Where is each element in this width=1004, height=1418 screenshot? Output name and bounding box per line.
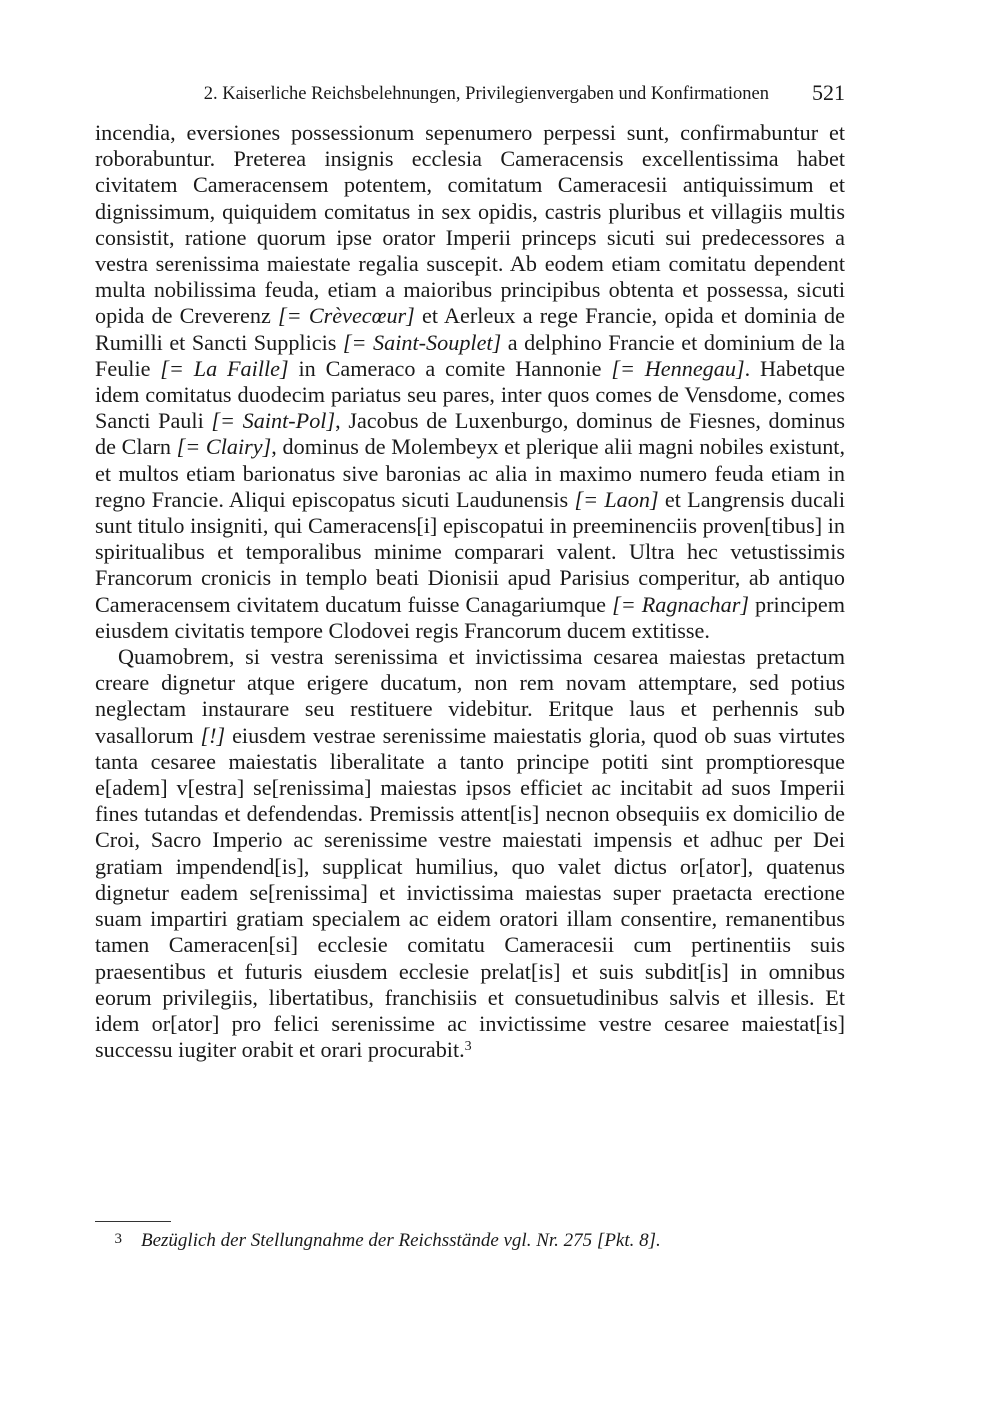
editorial-note: [= Ragnachar] (612, 591, 749, 617)
running-title: 2. Kaiserliche Reichsbelehnungen, Privilegienvergaben und Konfirmationen (203, 84, 769, 104)
text-run: eiusdem vestrae serenissime maiestatis gloria, quod ob suas virtutes tanta cesaree maiestatis liberalitate a tanto principe potiti sint promptioresque e[adem] v[estra] se[renissima] maiestas ipsos efficiet ac incitabit ad suos Imperii fines tutandas et defendendas. Premissis attent[is] necnon obsequiis ex domicilio de Croi, Sacro Imperio ac serenissime vestre maiestati impensis et adhuc per Dei gratiam impendend[is], supplicat humilius, quo valet dictus or[ator], quatenus dignetur eadem se[renissima] et invictissima maiestas super praetacta erectione suam impartiri gratiam specialem ac eidem oratori illam consentire, remanentibus tamen Cameracen[si] ecclesie comitatu Cameracesii cum pertinentiis suis praesentibus et futuris eiusdem ecclesie prelat[is] et suis subdit[is] in omnibus eorum privilegiis, libertatibus, franchisiis et consuetudinibus salvis et illesis. Et idem or[ator] pro felici serenissime ac invictissime vestre cesaree maiestat[is] successu iugiter orabit et orari procurabit. (95, 722, 845, 1063)
text-run: in Cameraco a comite Hannonie (288, 355, 612, 381)
editorial-note: [= La Faille] (160, 355, 289, 381)
footnote-number: 3 (114, 1231, 122, 1247)
editorial-note: [= Laon] (574, 486, 659, 512)
paragraph-1 (95, 120, 845, 644)
text-run: , Jacobus de Luxenburgo, dominus de Fiesnes, dominus de Clarn (95, 408, 845, 460)
paragraph-2 (95, 644, 845, 1063)
text-run: principem eiusdem civitatis tempore Clodovei regis Francorum ducem extitisse. (95, 591, 846, 643)
text-run: et Aerleux a rege Francie, opida et dominia de Rumilli et Sancti Supplicis (95, 303, 846, 355)
body-text (95, 120, 845, 1063)
editorial-note: [!] (200, 722, 226, 748)
footnote-reference[interactable]: 3 (464, 1039, 472, 1055)
page-number: 521 (812, 80, 845, 105)
footnote-rule (95, 1221, 171, 1222)
text-run: incendia, eversiones possessionum sepenumero perpessi sunt, confirmabuntur et roborabuntur. Preterea insignis ecclesia Cameracensis excellentissima habet civitatem Cameracensem potentem, comitatum Cameracesii antiquissimum et dignissimum, quiquidem comitatus in sex opidis, castris pluribus et villagiis multis consistit, ratione quorum ipse orator Imperii princeps sicuti sui predecessores a vestra serenissima maiestate regalia suscepit. Ab eodem etiam comitatu dependent multa nobilissima feuda, etiam a maioribus principibus obtenta et possessa, sicuti opida de Creverenz (95, 120, 845, 329)
editorial-note: [= Clairy] (176, 434, 272, 460)
editorial-note: [= Crèvecœur] (278, 303, 415, 329)
running-head (95, 80, 845, 110)
editorial-note: [= Hennegau] (611, 355, 745, 381)
footnote-text: Bezüglich der Stellungnahme der Reichsstände vgl. Nr. 275 [Pkt. 8]. (141, 1230, 661, 1251)
editorial-note: [= Saint-Pol] (211, 408, 336, 434)
text-run: Quamobrem, si vestra serenissima et invictissima cesarea maiestas pretactum creare dignetur atque erigere ducatum, non rem novam attemptare, sed potius neglectam instaurare seu restituere videbitur. Eritque laus et perhennis sub vasallorum (95, 644, 845, 748)
text-run: . Habetque idem comitatus duodecim pariatus seu pares, inter quos comes de Vensdome, comes Sancti Pauli (95, 355, 845, 434)
text-run: a delphino Francie et dominium de la Feulie (95, 329, 846, 381)
text-run: , dominus de Molembeyx et plerique alii magni nobiles existunt, et multos etiam barionatus sive baronias ac alia in maximo numero feuda etiam in regno Francie. Aliqui episcopatus sicuti Laudunensis (95, 434, 845, 512)
editorial-note: [= Saint-Souplet] (342, 329, 502, 355)
text-run: et Langrensis ducali sunt titulo insigniti, qui Cameracens[i] episcopatui in preeminenciis proven[tibus] in spiritualibus et temporalibus minime comparari valent. Ultra hec vetustissimis Francorum cronicis in templo beati Dionisii apud Parisius comperitur, ab antiquo Cameracensem civitatem ducatum fuisse Canagariumque (95, 486, 845, 617)
footnote (95, 1227, 845, 1253)
